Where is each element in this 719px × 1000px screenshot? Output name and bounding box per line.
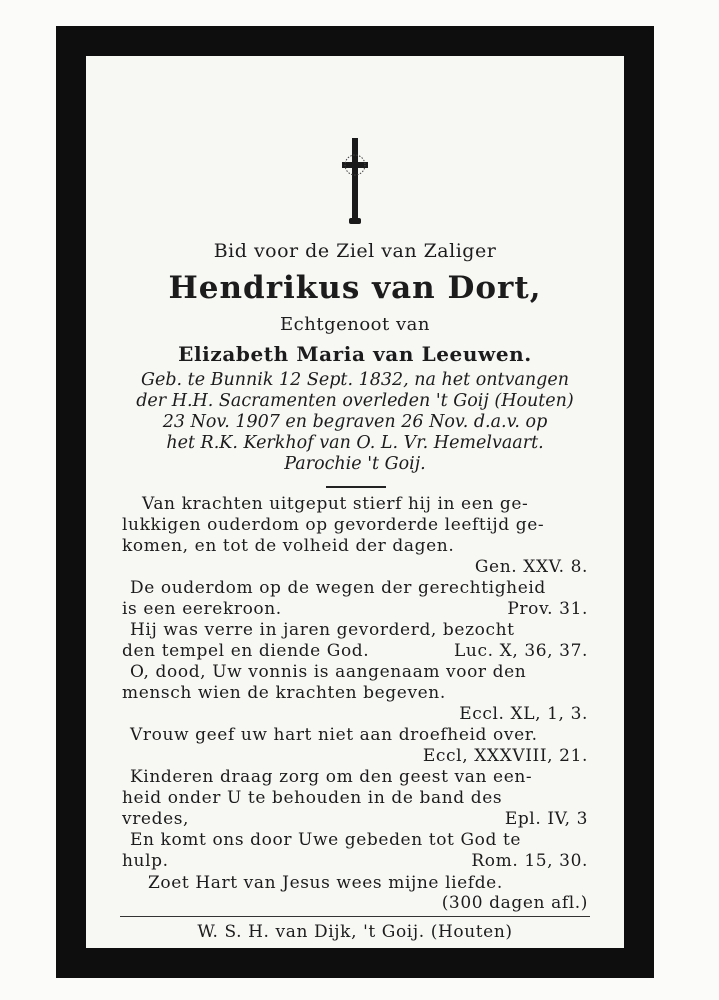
verse-reference: Epl. IV, 3 (504, 809, 588, 829)
prayer-heading: Bid voor de Ziel van Zaliger (213, 240, 497, 262)
verse-reference: Eccl. XL, 1, 3. (459, 704, 588, 724)
memorial-card (86, 56, 624, 948)
verse-reference: Luc. X, 36, 37. (454, 641, 588, 661)
verse-reference: Gen. XXV. 8. (474, 557, 588, 577)
verse-line: heid onder U te behouden in de band des (122, 788, 503, 808)
divider (120, 916, 590, 917)
indulgence-note: (300 dagen afl.) (441, 893, 588, 913)
spouse-name: Elizabeth Maria van Leeuwen. (178, 342, 532, 366)
verse-line: Hij was verre in jaren gevorderd, bezocht (130, 620, 515, 640)
verse-line: komen, en tot de volheid der dagen. (122, 536, 455, 556)
verse-line: En komt ons door Uwe gebeden tot God te (130, 830, 522, 850)
verse-line: mensch wien de krachten begeven. (122, 683, 446, 703)
verse-line: vredes, (122, 809, 190, 829)
bio-line: 23 Nov. 1907 en begraven 26 Nov. d.a.v. op (162, 412, 548, 432)
bio-line: der H.H. Sacramenten overleden 't Goij (Houten) (136, 391, 574, 411)
cross-icon (342, 138, 368, 226)
spouse-label: Echtgenoot van (280, 314, 430, 335)
bio-line: Parochie 't Goij. (284, 454, 426, 474)
verse-reference: Rom. 15, 30. (471, 851, 588, 871)
verse-line: Vrouw geef uw hart niet aan droefheid over. (130, 725, 538, 745)
closing-prayer: Zoet Hart van Jesus wees mijne liefde. (148, 873, 503, 893)
verse-line: Kinderen draag zorg om den geest van een- (130, 767, 533, 787)
bio-line: het R.K. Kerkhof van O. L. Vr. Hemelvaart. (166, 433, 544, 453)
verse-line: hulp. (122, 851, 169, 871)
verse-line: De ouderdom op de wegen der gerechtigheid (130, 578, 546, 598)
deceased-name: Hendrikus van Dort, (168, 270, 542, 306)
printer-credit: W. S. H. van Dijk, 't Goij. (Houten) (197, 922, 513, 942)
verse-reference: Eccl, XXXVIII, 21. (422, 746, 588, 766)
memorial-card-border (56, 26, 654, 978)
verse-line: den tempel en diende God. (122, 641, 370, 661)
verse-line: is een eerekroon. (122, 599, 282, 619)
verse-line: O, dood, Uw vonnis is aangenaam voor den (130, 662, 527, 682)
bio-line: Geb. te Bunnik 12 Sept. 1832, na het ontvangen (141, 370, 569, 390)
divider (326, 486, 386, 488)
verse-line: lukkigen ouderdom op gevorderde leeftijd ge- (122, 515, 545, 535)
verse-reference: Prov. 31. (507, 599, 588, 619)
verse-line: Van krachten uitgeput stierf hij in een ge- (142, 494, 529, 514)
